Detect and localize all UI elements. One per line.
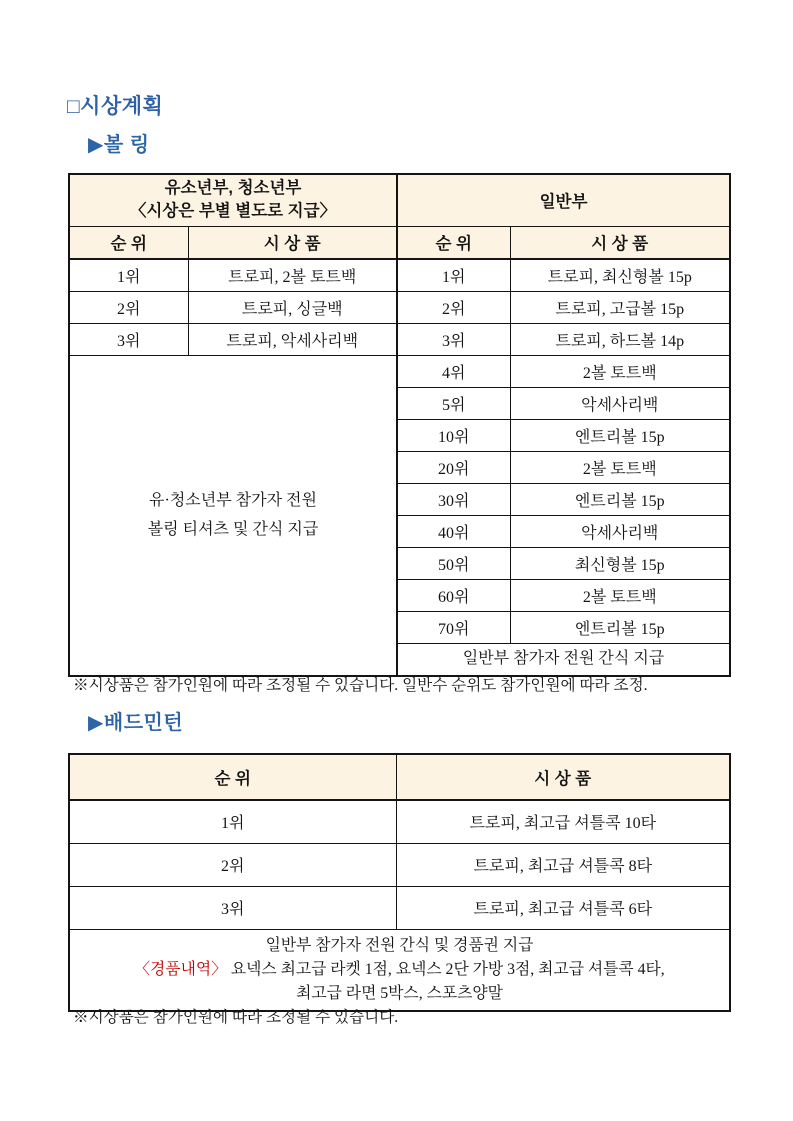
badminton-footnote: ※시상품은 참가인원에 따라 조정될 수 있습니다. bbox=[73, 1009, 399, 1026]
table-row bbox=[69, 843, 730, 886]
rank-cell: 20위 bbox=[397, 451, 510, 483]
prize-cell: 엔트리볼 15p bbox=[510, 483, 730, 515]
prize-cell: 트로피, 최고급 셔틀콕 10타 bbox=[396, 800, 730, 843]
rank-cell: 50위 bbox=[397, 547, 510, 579]
rank-cell: 2위 bbox=[69, 843, 396, 886]
badminton-general-note bbox=[69, 929, 730, 1011]
prize-cell: 트로피, 고급볼 15p bbox=[510, 291, 730, 323]
prize-cell: 악세사리백 bbox=[510, 515, 730, 547]
badminton-award-table bbox=[68, 753, 731, 1012]
bowling-award-table bbox=[68, 173, 731, 677]
section-title-bowling: ▶볼 링 bbox=[88, 134, 150, 156]
rank-cell: 2위 bbox=[69, 291, 188, 323]
bowling-youth-note-line1: 유·청소년부 참가자 전원 bbox=[149, 491, 317, 509]
bowling-youth-merged-note bbox=[69, 355, 397, 676]
section-title-badminton: ▶배드민턴 bbox=[88, 712, 184, 734]
prize-detail-items: 요넥스 최고급 라켓 1점, 요넥스 2단 가방 3점, 최고급 셔틀콕 4타, bbox=[226, 960, 665, 978]
rank-cell: 40위 bbox=[397, 515, 510, 547]
badminton-col-header-rank: 순 위 bbox=[69, 754, 396, 800]
table-row bbox=[69, 886, 730, 929]
bowling-youth-note-line2: 볼링 티셔츠 및 간식 지급 bbox=[147, 521, 319, 539]
rank-cell: 3위 bbox=[69, 886, 396, 929]
badminton-note-line1: 일반부 참가자 전원 간식 및 경품권 지급 bbox=[265, 936, 534, 954]
table-row bbox=[69, 355, 730, 387]
rank-cell: 2위 bbox=[397, 291, 510, 323]
bowling-col-header-rank-right: 순 위 bbox=[397, 226, 510, 259]
badminton-note-line2 bbox=[76, 958, 723, 982]
prize-cell: 트로피, 싱글백 bbox=[188, 291, 397, 323]
table-row bbox=[69, 291, 730, 323]
bowling-general-note: 일반부 참가자 전원 간식 지급 bbox=[397, 643, 730, 676]
prize-cell: 2볼 토트백 bbox=[510, 355, 730, 387]
rank-cell: 5위 bbox=[397, 387, 510, 419]
prize-cell: 엔트리볼 15p bbox=[510, 419, 730, 451]
table-row bbox=[69, 259, 730, 291]
rank-cell: 3위 bbox=[69, 323, 188, 355]
prize-cell: 2볼 토트백 bbox=[510, 451, 730, 483]
prize-cell: 트로피, 2볼 토트백 bbox=[188, 259, 397, 291]
rank-cell: 1위 bbox=[69, 259, 188, 291]
rank-cell: 70위 bbox=[397, 611, 510, 643]
bowling-group-header-general: 일반부 bbox=[397, 174, 730, 226]
prize-cell: 악세사리백 bbox=[510, 387, 730, 419]
table-row bbox=[69, 929, 730, 1011]
prize-cell: 2볼 토트백 bbox=[510, 579, 730, 611]
table-row bbox=[69, 323, 730, 355]
prize-cell: 엔트리볼 15p bbox=[510, 611, 730, 643]
prize-cell: 트로피, 최고급 셔틀콕 8타 bbox=[396, 843, 730, 886]
prize-detail-label: 〈경품내역〉 bbox=[134, 960, 227, 978]
prize-cell: 최신형볼 15p bbox=[510, 547, 730, 579]
badminton-note-line3: 최고급 라면 5박스, 스포츠양말 bbox=[296, 984, 503, 1002]
rank-cell: 60위 bbox=[397, 579, 510, 611]
rank-cell: 1위 bbox=[69, 800, 396, 843]
prize-cell: 트로피, 악세사리백 bbox=[188, 323, 397, 355]
rank-cell: 10위 bbox=[397, 419, 510, 451]
rank-cell: 30위 bbox=[397, 483, 510, 515]
bowling-group-header-youth bbox=[69, 174, 397, 226]
bowling-footnote: ※시상품은 참가인원에 따라 조정될 수 있습니다. 일반수 순위도 참가인원에 따라 조정. bbox=[73, 677, 648, 694]
prize-cell: 트로피, 하드볼 14p bbox=[510, 323, 730, 355]
prize-cell: 트로피, 최고급 셔틀콕 6타 bbox=[396, 886, 730, 929]
bowling-col-header-prize-left: 시 상 품 bbox=[188, 226, 397, 259]
table-row bbox=[69, 800, 730, 843]
page-title: □시상계획 bbox=[67, 95, 164, 118]
bowling-group-header-youth-line1: 유소년부, 청소년부 bbox=[164, 179, 302, 198]
badminton-col-header-prize: 시 상 품 bbox=[396, 754, 730, 800]
rank-cell: 4위 bbox=[397, 355, 510, 387]
prize-cell: 트로피, 최신형볼 15p bbox=[510, 259, 730, 291]
rank-cell: 1위 bbox=[397, 259, 510, 291]
bowling-col-header-rank-left: 순 위 bbox=[69, 226, 188, 259]
bowling-col-header-prize-right: 시 상 품 bbox=[510, 226, 730, 259]
bowling-group-header-youth-line2: 〈시상은 부별 별도로 지급〉 bbox=[129, 202, 337, 221]
rank-cell: 3위 bbox=[397, 323, 510, 355]
